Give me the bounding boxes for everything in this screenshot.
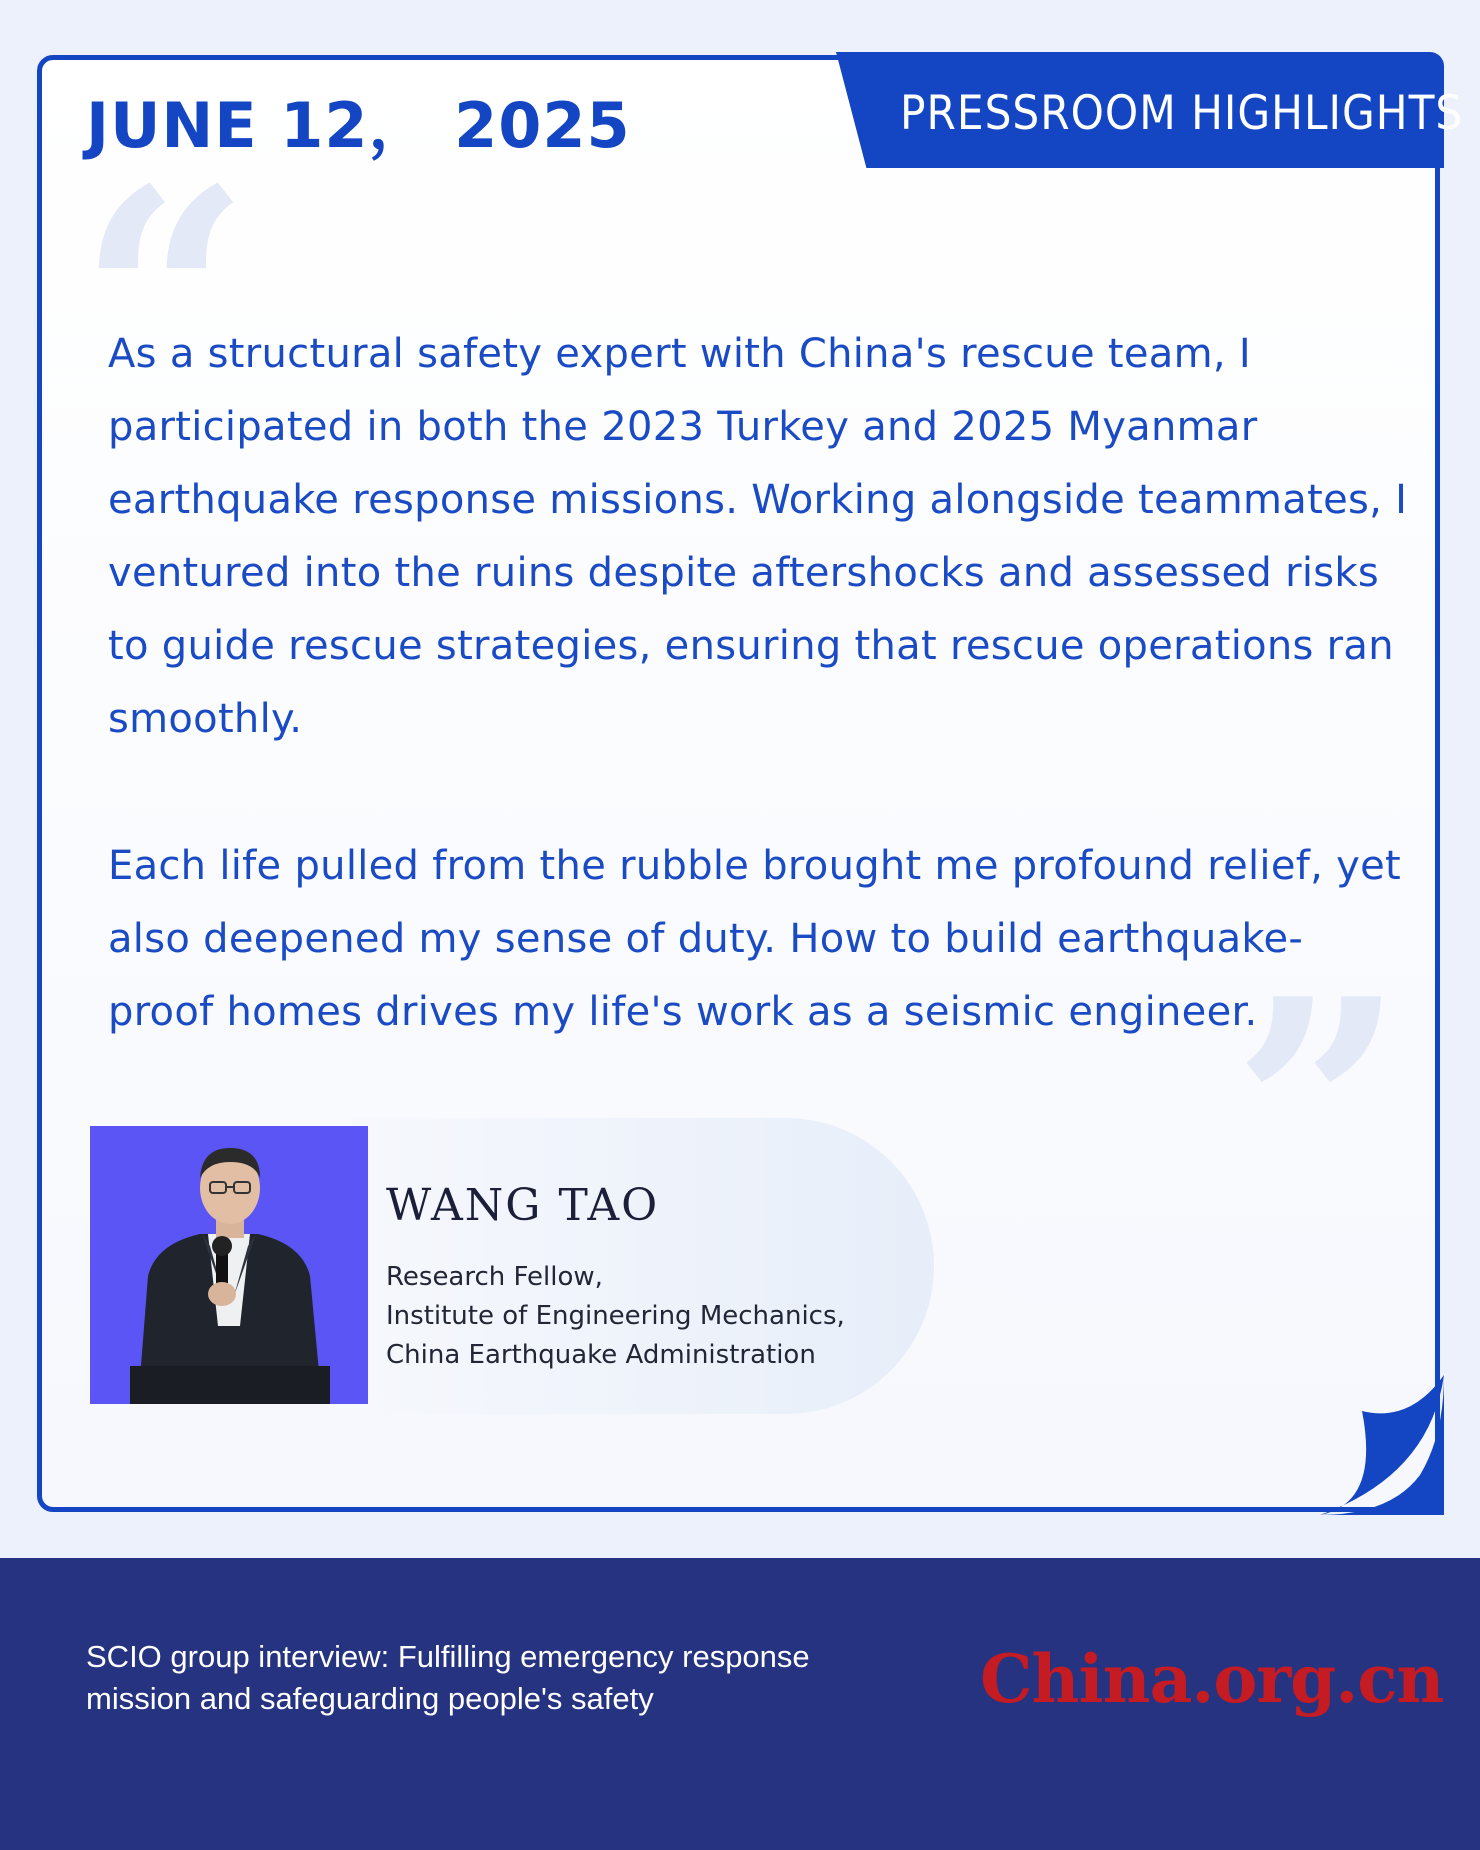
open-quote-icon: “ bbox=[78, 123, 251, 476]
date-heading: JUNE 12， 2025 bbox=[86, 89, 631, 162]
speaker-name: WANG TAO bbox=[386, 1180, 660, 1231]
speaker-avatar bbox=[90, 1126, 368, 1404]
quote-paragraph-1: As a structural safety expert with China's rescue team, I participated in both the 2023 Turkey and 2025 Myanmar earthquake response missions. Working alongside teammates, I ventured into the ruins despite aftershocks and assessed risks to guide rescue strategies, ensuring that rescue operations ran smoothly. bbox=[108, 331, 1408, 742]
page-curl-corner bbox=[1320, 1375, 1444, 1515]
quote-paragraph-2: Each life pulled from the rubble brought me profound relief, yet also deepened my sense of duty. How to build earthquake-proof homes drives my life's work as a seismic engineer. bbox=[108, 843, 1402, 1035]
speaker-title-line-1: Research Fellow, bbox=[386, 1262, 603, 1292]
speaker-title-line-3: China Earthquake Administration bbox=[386, 1340, 816, 1370]
china-org-cn-logo: China.org.cn bbox=[980, 1640, 1444, 1718]
close-quote-icon bbox=[1232, 960, 1405, 1100]
speaker-photo-icon bbox=[90, 1126, 368, 1404]
footer-headline: SCIO group interview: Fulfilling emergency response mission and safeguarding people's safety bbox=[86, 1639, 810, 1716]
speaker-title-line-2: Institute of Engineering Mechanics, bbox=[386, 1301, 845, 1331]
section-label: PRESSROOM HIGHLIGHTS bbox=[900, 86, 1464, 141]
